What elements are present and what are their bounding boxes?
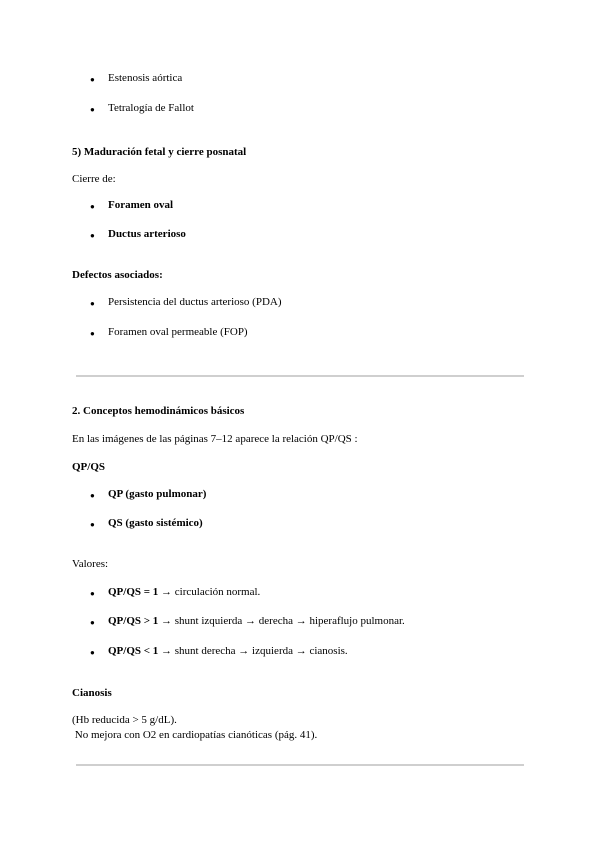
subsection-heading: QP/QS bbox=[72, 461, 106, 473]
list-item bbox=[108, 645, 348, 658]
bullet-dot: ● bbox=[90, 231, 95, 240]
list-item: QP (gasto pulmonar) bbox=[108, 488, 207, 500]
list-item: Estenosis aórtica bbox=[108, 72, 183, 84]
bullet-dot: ● bbox=[90, 589, 95, 598]
paragraph-text: (Hb reducida > 5 g/dL). bbox=[72, 714, 177, 726]
bullet-dot: ● bbox=[90, 491, 95, 500]
value-desc: → circulación normal. bbox=[158, 586, 261, 598]
list-item bbox=[108, 615, 405, 628]
bullet-dot: ● bbox=[90, 299, 95, 308]
subsection-heading: Defectos asociados: bbox=[72, 269, 163, 281]
list-item: Tetralogía de Fallot bbox=[108, 102, 194, 114]
bullet-dot: ● bbox=[90, 202, 95, 211]
list-item: QS (gasto sistémico) bbox=[108, 517, 203, 529]
list-item bbox=[108, 586, 260, 599]
horizontal-divider bbox=[76, 375, 524, 377]
bullet-dot: ● bbox=[90, 618, 95, 627]
bullet-dot: ● bbox=[90, 329, 95, 338]
subsection-heading: Cianosis bbox=[72, 687, 112, 699]
bullet-dot: ● bbox=[90, 648, 95, 657]
list-item: Foramen oval permeable (FOP) bbox=[108, 326, 248, 338]
value-desc: → shunt izquierda → derecha → hiperaflujo pulmonar. bbox=[158, 615, 405, 627]
section-heading: 5) Maduración fetal y cierre posnatal bbox=[72, 146, 247, 158]
section-heading: 2. Conceptos hemodinámicos básicos bbox=[72, 405, 245, 417]
paragraph-text: En las imágenes de las páginas 7–12 aparece la relación QP/QS : bbox=[72, 433, 358, 445]
value-term: QP/QS < 1 bbox=[108, 645, 159, 657]
paragraph-text: No mejora con O2 en cardiopatías cianóticas (pág. 41). bbox=[72, 729, 318, 741]
paragraph-text: Valores: bbox=[72, 558, 109, 570]
value-term: QP/QS > 1 bbox=[108, 615, 159, 627]
horizontal-divider bbox=[76, 764, 524, 766]
bullet-dot: ● bbox=[90, 75, 95, 84]
bullet-dot: ● bbox=[90, 105, 95, 114]
list-item: Foramen oval bbox=[108, 199, 174, 211]
bullet-dot: ● bbox=[90, 520, 95, 529]
paragraph-text: Cierre de: bbox=[72, 173, 116, 185]
value-term: QP/QS = 1 bbox=[108, 586, 159, 598]
list-item: Persistencia del ductus arterioso (PDA) bbox=[108, 296, 282, 308]
list-item: Ductus arterioso bbox=[108, 228, 186, 240]
value-desc: → shunt derecha → izquierda → cianosis. bbox=[158, 645, 348, 657]
